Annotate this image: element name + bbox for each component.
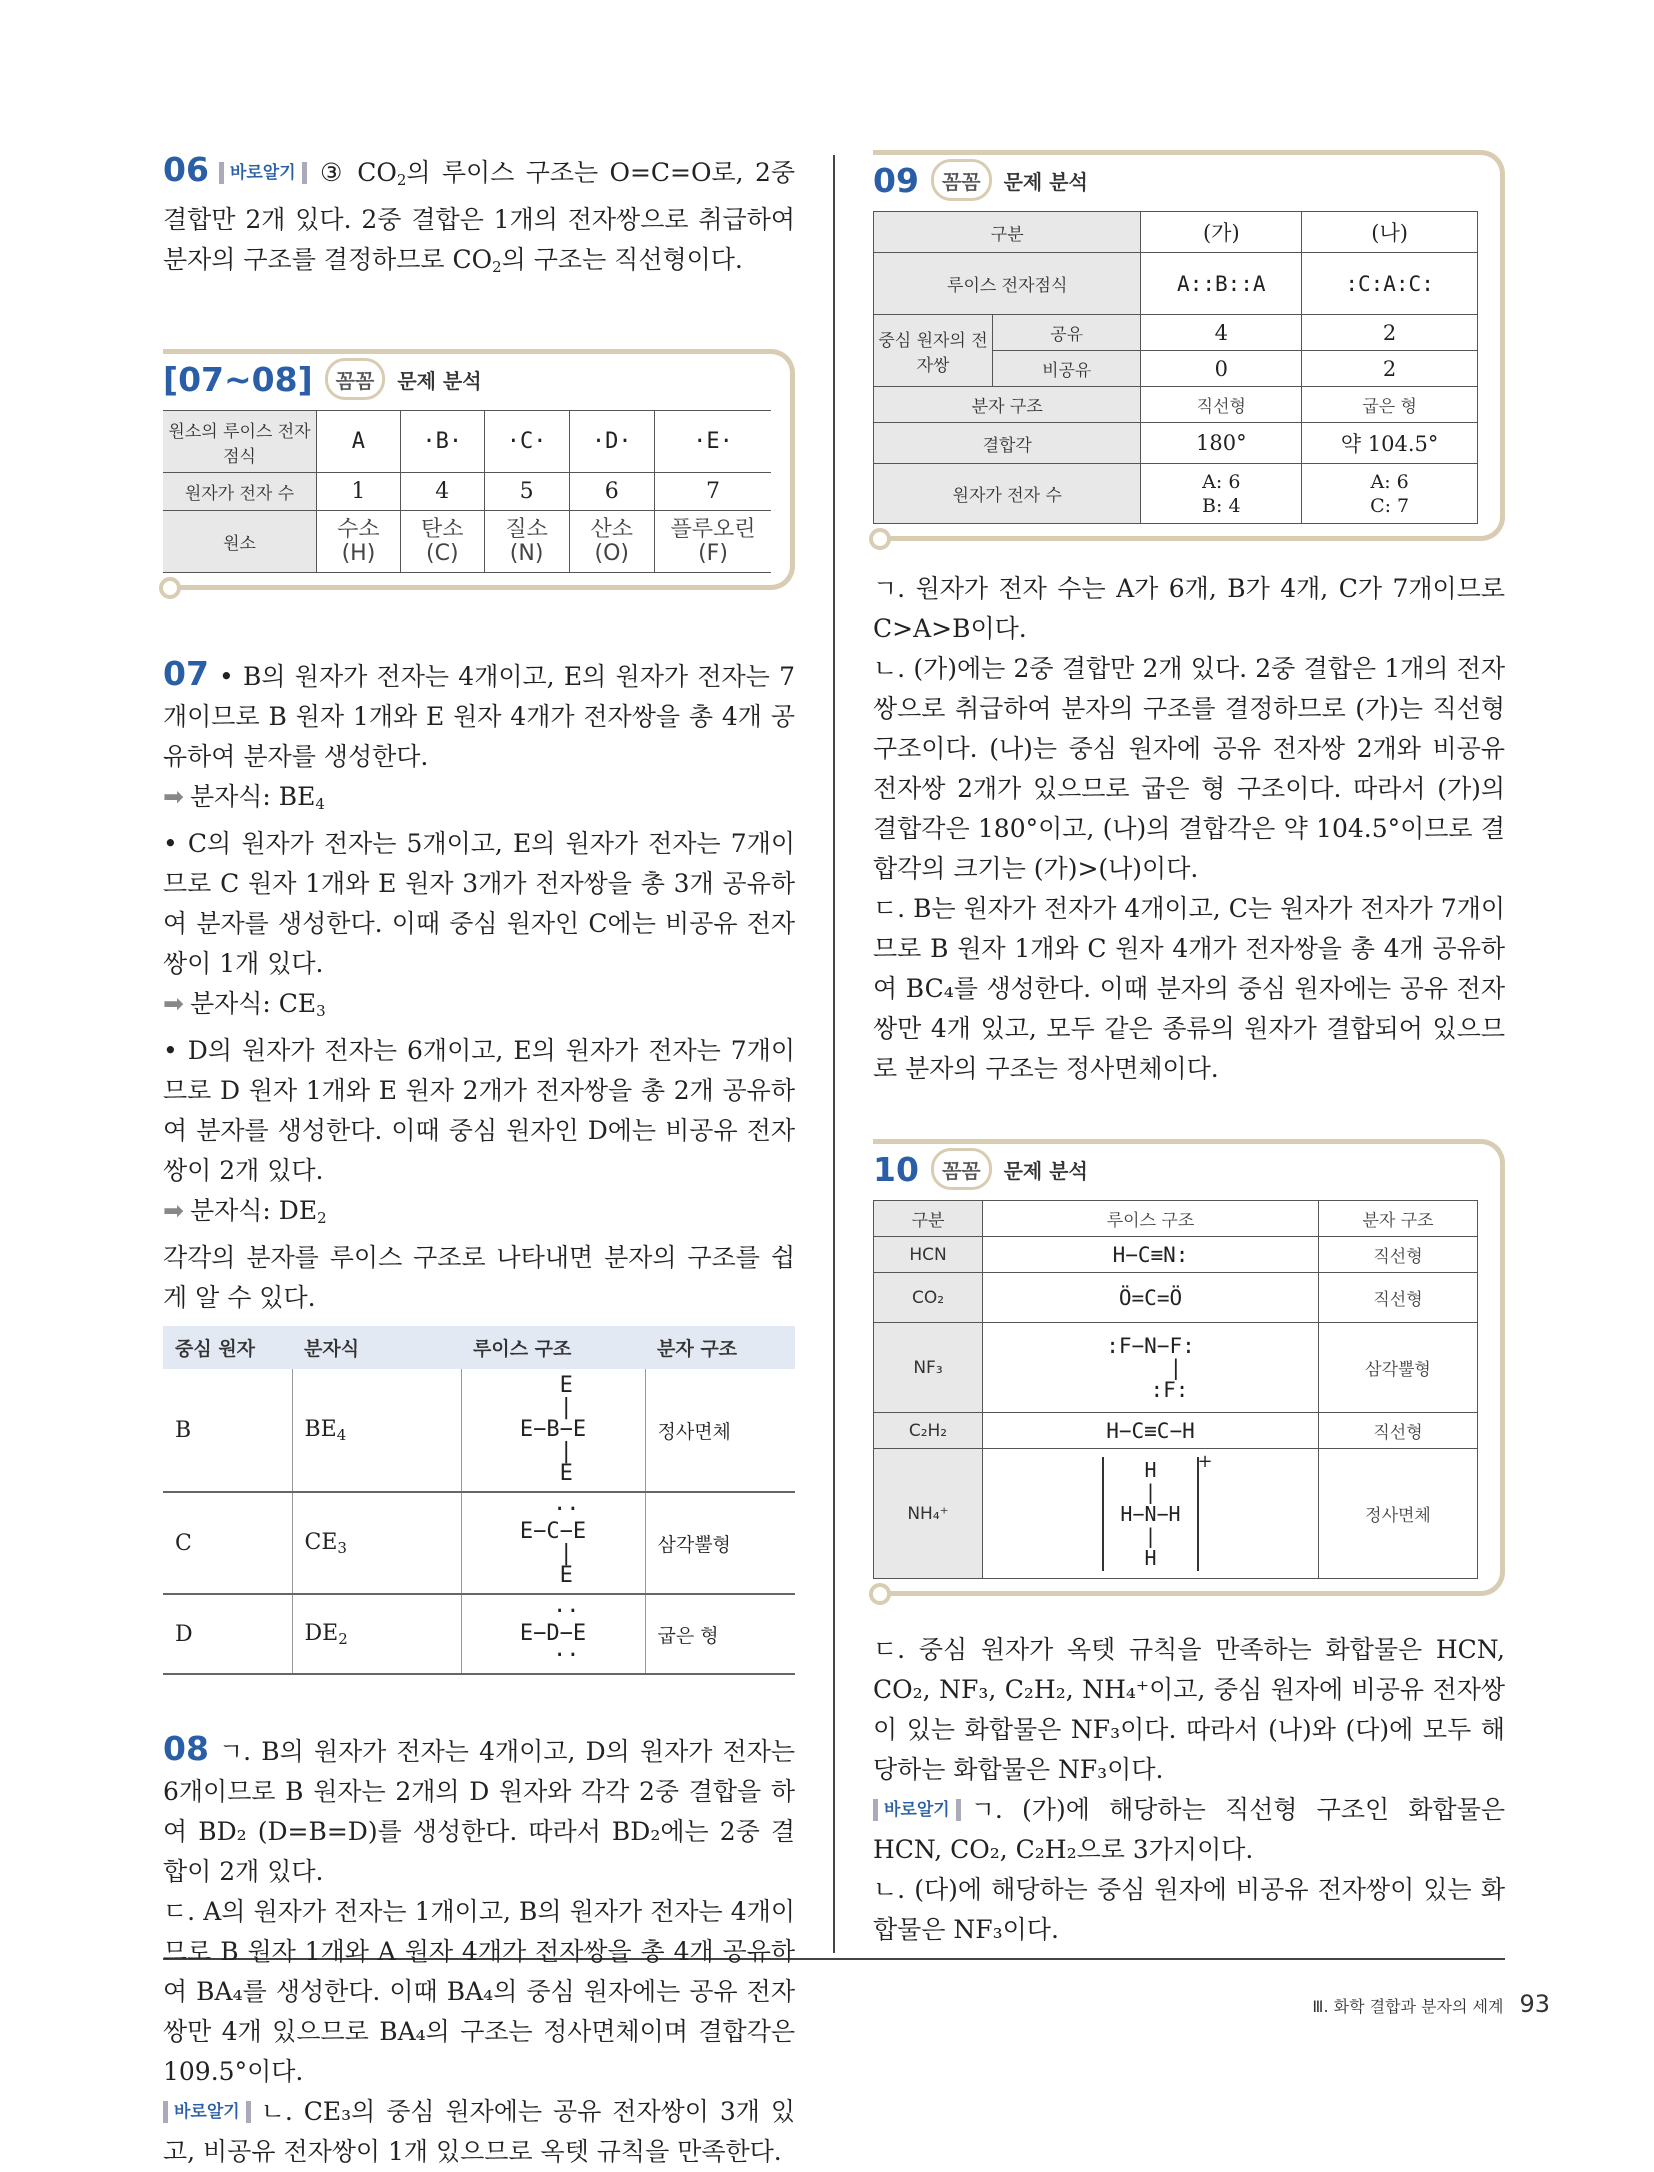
t10-shape: 직선형 xyxy=(1319,1273,1478,1323)
t9-valence-na: A: 6 C: 7 xyxy=(1302,464,1478,524)
t9-shape-label: 분자 구조 xyxy=(874,387,1141,423)
th-shape: 분자 구조 xyxy=(645,1326,795,1369)
q06-paragraph: 06 바로알기 ③ $CO_2$의 루이스 구조는 O=C=O로, 2중 결합만 2개 있다. 2중 결합은 1개의 전자쌍으로 취급하여 분자의 구조를 결정하므로 $CO_2$의 구조는 직선형이다. xyxy=(163,150,796,276)
t10-name: CO₂ xyxy=(874,1273,983,1323)
t10-lewis: H | H−N−H | H xyxy=(1120,1457,1181,1570)
q07-p2: • C의 원자가 전자는 5개이고, E의 원자가 전자는 7개이므로 C 원자 1개와 E 원자 3개가 전자쌍을 총 3개 공유하여 분자를 생성한다. 이때 중심 원자인 C에는 비공유 전자쌍이 1개 있다. xyxy=(163,829,795,978)
q07-formula-2-sub: 3 xyxy=(316,1002,326,1020)
table-09 xyxy=(873,211,1478,524)
t10-name: NH₄⁺ xyxy=(874,1449,983,1579)
row-header-element: 원소 xyxy=(163,511,317,573)
t9-shape-ga: 직선형 xyxy=(1141,387,1302,423)
t9-angle-na: 약 104.5° xyxy=(1302,423,1478,464)
right-column xyxy=(873,150,1505,1950)
element-E: 플루오린 (F) xyxy=(655,511,772,573)
q10-p1: ㄷ. 중심 원자가 옥텟 규칙을 만족하는 화합물은 HCN, CO₂, NF₃, C₂H₂, NH₄⁺이고, 중심 원자에 비공유 전자쌍이 있는 화합물은 NF₃이다. 따라서 (나)와 (다)에 모두 해당하는 화합물은 NF₃이다. xyxy=(873,1635,1505,1784)
lewis-B: ·B· xyxy=(400,411,484,473)
q09-p3: ㄷ. B는 원자가 전자가 4개이고, C는 원자가 전자가 7개이므로 B 원자 1개와 C 원자 4개가 전자쌍을 총 4개 공유하여 BC₄를 생성한다. 이때 분자의 중심 원자에는 공유 전자쌍만 4개 있고, 모두 같은 종류의 원자가 결합되어 있으므로 분자의 구조는 정사면체이다. xyxy=(873,894,1505,1083)
column-divider xyxy=(833,155,835,1953)
table-row xyxy=(874,1237,1478,1273)
box-09-number: 09 xyxy=(873,160,919,200)
kkomkkom-badge: 꼼꼼 xyxy=(325,358,386,400)
q09-section xyxy=(873,569,1505,1089)
t9-valence-label: 원자가 전자 수 xyxy=(874,464,1141,524)
row-center: D xyxy=(163,1594,292,1674)
valence-B: 4 xyxy=(400,473,484,511)
t9-shared-label: 공유 xyxy=(993,315,1141,351)
t10-name: C₂H₂ xyxy=(874,1413,983,1449)
q09-p2: ㄴ. (가)에는 2중 결합만 2개 있다. 2중 결합은 1개의 전자쌍으로 취급하여 분자의 구조를 결정하므로 (가)는 직선형 구조이다. (나)는 중심 원자에 공유 전자쌍 2개와 비공유 전자쌍 2개가 있으므로 굽은 형 구조이다. 따라서 (가)의 결합각은 180°이고, (나)의 결합각은 약 104.5°이므로 결합각의 크기는 (가)>(나)이다. xyxy=(873,654,1505,883)
box-09-label: 문제 분석 xyxy=(1003,169,1088,194)
q07-number: 07 xyxy=(163,654,209,693)
table-row xyxy=(874,1449,1478,1579)
t9-head-0: 구분 xyxy=(874,212,1141,253)
t10-lewis: H−C≡C−H xyxy=(983,1413,1319,1449)
row-formula: $BE_4$ xyxy=(292,1369,461,1492)
table-row xyxy=(163,1492,795,1594)
box-07-08-label: 문제 분석 xyxy=(397,368,482,393)
t10-head-1: 루이스 구조 xyxy=(983,1201,1319,1237)
t9-angle-label: 결합각 xyxy=(874,423,1141,464)
row-center: C xyxy=(163,1492,292,1594)
q10-p3: ㄴ. (다)에 해당하는 중심 원자에 비공유 전자쌍이 있는 화합물은 NF₃이다. xyxy=(873,1875,1505,1944)
t9-head-2: (나) xyxy=(1302,212,1478,253)
t10-shape: 삼각뿔형 xyxy=(1319,1323,1478,1413)
valence-A: 1 xyxy=(317,473,401,511)
q07-formula-1-sub: 4 xyxy=(315,795,325,813)
table-row xyxy=(874,1323,1478,1413)
t9-lone-ga: 0 xyxy=(1141,351,1302,387)
valence-E: 7 xyxy=(655,473,772,511)
table-row xyxy=(163,1369,795,1492)
left-column xyxy=(163,150,795,2172)
lewis-A: A xyxy=(317,411,401,473)
row-formula: $DE_2$ xyxy=(292,1594,461,1674)
kkomkkom-badge: 꼼꼼 xyxy=(931,1148,992,1190)
lewis-BE4: E | E−B−E | E xyxy=(461,1369,645,1492)
t10-lewis: Ö=C=Ö xyxy=(983,1273,1319,1323)
q07-structure-table xyxy=(163,1326,795,1675)
q08-p3: ㄴ. CE₃의 중심 원자에는 공유 전자쌍이 3개 있고, 비공유 전자쌍이 1개 있으므로 옥텟 규칙을 만족한다. xyxy=(163,2097,795,2166)
t9-shared-ga: 4 xyxy=(1141,315,1302,351)
q06-text-3: 의 구조는 직선형이다. xyxy=(501,245,743,274)
q10-badge: 바로알기 xyxy=(873,1799,961,1821)
t10-name: NF₃ xyxy=(874,1323,983,1413)
table-row xyxy=(874,1273,1478,1323)
t9-valence-ga: A: 6 B: 4 xyxy=(1141,464,1302,524)
element-C: 질소 (N) xyxy=(484,511,569,573)
q07-formula-1: 분자식: BE xyxy=(189,782,316,811)
row-formula: $CE_3$ xyxy=(292,1492,461,1594)
page-footer xyxy=(1250,1990,1550,2018)
q07-p4: 각각의 분자를 루이스 구조로 나타내면 분자의 구조를 쉽게 알 수 있다. xyxy=(163,1243,795,1312)
t10-lewis: :F−N−F: | :F: xyxy=(983,1323,1319,1413)
q08-section xyxy=(163,1729,795,2172)
valence-C: 5 xyxy=(484,473,569,511)
t10-shape: 직선형 xyxy=(1319,1237,1478,1273)
table-row xyxy=(163,1594,795,1674)
t10-name: HCN xyxy=(874,1237,983,1273)
q09-p1: ㄱ. 원자가 전자 수는 A가 6개, B가 4개, C가 7개이므로 C>A>B이다. xyxy=(873,574,1505,643)
t9-pair-label: 중심 원자의 전자쌍 xyxy=(874,315,993,387)
row-header-lewis: 원소의 루이스 전자점식 xyxy=(163,411,317,473)
q06-number: 06 xyxy=(163,150,209,189)
box-09 xyxy=(873,150,1505,541)
t9-lewis-ga: A::B::A xyxy=(1141,253,1302,315)
q06-text-2: 의 루이스 구조는 O=C=O로, 2중 결합만 2개 있다. 2중 결합은 1개의 전자쌍으로 취급하여 분자의 구조를 결정하므로 CO xyxy=(163,158,796,274)
lewis-C: ·C· xyxy=(484,411,569,473)
element-D: 산소 (O) xyxy=(569,511,655,573)
lewis-E: ·E· xyxy=(655,411,772,473)
page-number: 93 xyxy=(1519,1990,1550,2018)
q07-formula-2: 분자식: CE xyxy=(189,989,317,1018)
q10-p2: ㄱ. (가)에 해당하는 직선형 구조인 화합물은 HCN, CO₂, C₂H₂으로 3가지이다. xyxy=(873,1795,1505,1864)
row-shape: 삼각뿔형 xyxy=(645,1492,795,1594)
t9-lewis-na: :C:A:C: xyxy=(1302,253,1478,315)
q08-p1: ㄱ. B의 원자가 전자는 4개이고, D의 원자가 전자는 6개이므로 B 원자는 2개의 D 원자와 각각 2중 결합을 하여 BD₂ (D=B=D)를 생성한다. 따라서 BD₂에는 2중 결합이 2개 있다. xyxy=(163,1737,795,1886)
t10-shape: 정사면체 xyxy=(1319,1449,1478,1579)
t9-lewis-label: 루이스 전자점식 xyxy=(874,253,1141,315)
th-formula: 분자식 xyxy=(292,1326,461,1369)
element-B: 탄소 (C) xyxy=(400,511,484,573)
th-lewis: 루이스 구조 xyxy=(461,1326,645,1369)
lewis-D: ·D· xyxy=(569,411,655,473)
t10-shape: 직선형 xyxy=(1319,1413,1478,1449)
lewis-DE2: ·· E−D−E ·· xyxy=(461,1594,645,1674)
q07-formula-3: 분자식: DE xyxy=(189,1196,318,1225)
box-10-label: 문제 분석 xyxy=(1003,1158,1088,1183)
lewis-CE3: ·· E−C−E | E xyxy=(461,1492,645,1594)
row-shape: 굽은 형 xyxy=(645,1594,795,1674)
box-10 xyxy=(873,1139,1505,1596)
element-table xyxy=(163,410,771,573)
table-10 xyxy=(873,1200,1478,1579)
q07-section: 07 • B의 원자가 전자는 4개이고, E의 원자가 전자는 7개이므로 B 원자 1개와 E 원자 4개가 전자쌍을 총 4개 공유하여 분자를 생성한다. ➡ 분자식: $BE_4$ • C의 원자가 전자는 5개이고, E의 원자가 전자는 7개이므로 C 원자 1개와 E 원자 3개가 전자쌍을 총 3개 공유하여 분자를 생성한다. 이때 중심 원자인 C에는 비공유 전자쌍이 1개 있다. ➡ 분자식: $CE_3$ • D의 원자가 전자는 6개이고, E의 원자가 전자는 7개이므로 D 원자 1개와 E 원자 2개가 전자쌍을 총 2개 공유하여 분자를 생성한다. 이때 중심 원자인 D에는 비공유 전자쌍이 2개 있다. ➡ 분자식: $DE_2$ 각각의 분자를 루이스 구조로 나타내면 분자의 구조를 쉽게 알 수 있다. 중심 원자 분자식 루이스 구조 분자 구조 B $BE_4$ E | E−B−E | E 정사면체 C $CE_3$ ·· E−C−E | E 삼각뿔형 D $DE_2$ ·· E−D−E ·· 굽은 형 xyxy=(163,654,795,1675)
box-07-08-number: [07~08] xyxy=(163,359,313,399)
q07-formula-3-sub: 2 xyxy=(317,1209,327,1227)
th-center-atom: 중심 원자 xyxy=(163,1326,292,1369)
t9-head-1: (가) xyxy=(1141,212,1302,253)
t10-head-0: 구분 xyxy=(874,1201,983,1237)
element-A: 수소 (H) xyxy=(317,511,401,573)
row-shape: 정사면체 xyxy=(645,1369,795,1492)
valence-D: 6 xyxy=(569,473,655,511)
q08-p2: ㄷ. A의 원자가 전자는 1개이고, B의 원자가 전자는 4개이므로 B 원자 1개와 A 원자 4개가 전자쌍을 총 4개 공유하여 BA₄를 생성한다. 이때 BA₄의 중심 원자에는 공유 전자쌍만 4개 있으므로 BA₄의 구조는 정사면체이며 결합각은 109.5°이다. xyxy=(163,1897,795,2086)
t9-lone-na: 2 xyxy=(1302,351,1478,387)
footer-chapter: Ⅲ. 화학 결합과 분자의 세계 xyxy=(1312,1997,1504,2016)
t10-lewis-nh4: H | H−N−H | H + xyxy=(983,1449,1319,1579)
q07-p1: • B의 원자가 전자는 4개이고, E의 원자가 전자는 7개이므로 B 원자 1개와 E 원자 4개가 전자쌍을 총 4개 공유하여 분자를 생성한다. xyxy=(163,662,795,771)
q07-p3: • D의 원자가 전자는 6개이고, E의 원자가 전자는 7개이므로 D 원자 1개와 E 원자 2개가 전자쌍을 총 2개 공유하여 분자를 생성한다. 이때 중심 원자인 D에는 비공유 전자쌍이 2개 있다. xyxy=(163,1036,795,1185)
t10-lewis: H−C≡N: xyxy=(983,1237,1319,1273)
t9-shared-na: 2 xyxy=(1302,315,1478,351)
kkomkkom-badge: 꼼꼼 xyxy=(931,159,992,201)
row-center: B xyxy=(163,1369,292,1492)
q06-badge: 바로알기 xyxy=(219,162,307,184)
q08-badge: 바로알기 xyxy=(163,2101,251,2123)
t9-lone-label: 비공유 xyxy=(993,351,1141,387)
row-header-valence: 원자가 전자 수 xyxy=(163,473,317,511)
t9-angle-ga: 180° xyxy=(1141,423,1302,464)
table-row xyxy=(874,1413,1478,1449)
box-07-08 xyxy=(163,349,795,590)
q08-number: 08 xyxy=(163,1729,209,1768)
q06-text-1: ③ CO xyxy=(316,158,397,187)
t10-head-2: 분자 구조 xyxy=(1319,1201,1478,1237)
q10-section xyxy=(873,1630,1505,1950)
box-10-number: 10 xyxy=(873,1149,919,1189)
t9-shape-na: 굽은 형 xyxy=(1302,387,1478,423)
